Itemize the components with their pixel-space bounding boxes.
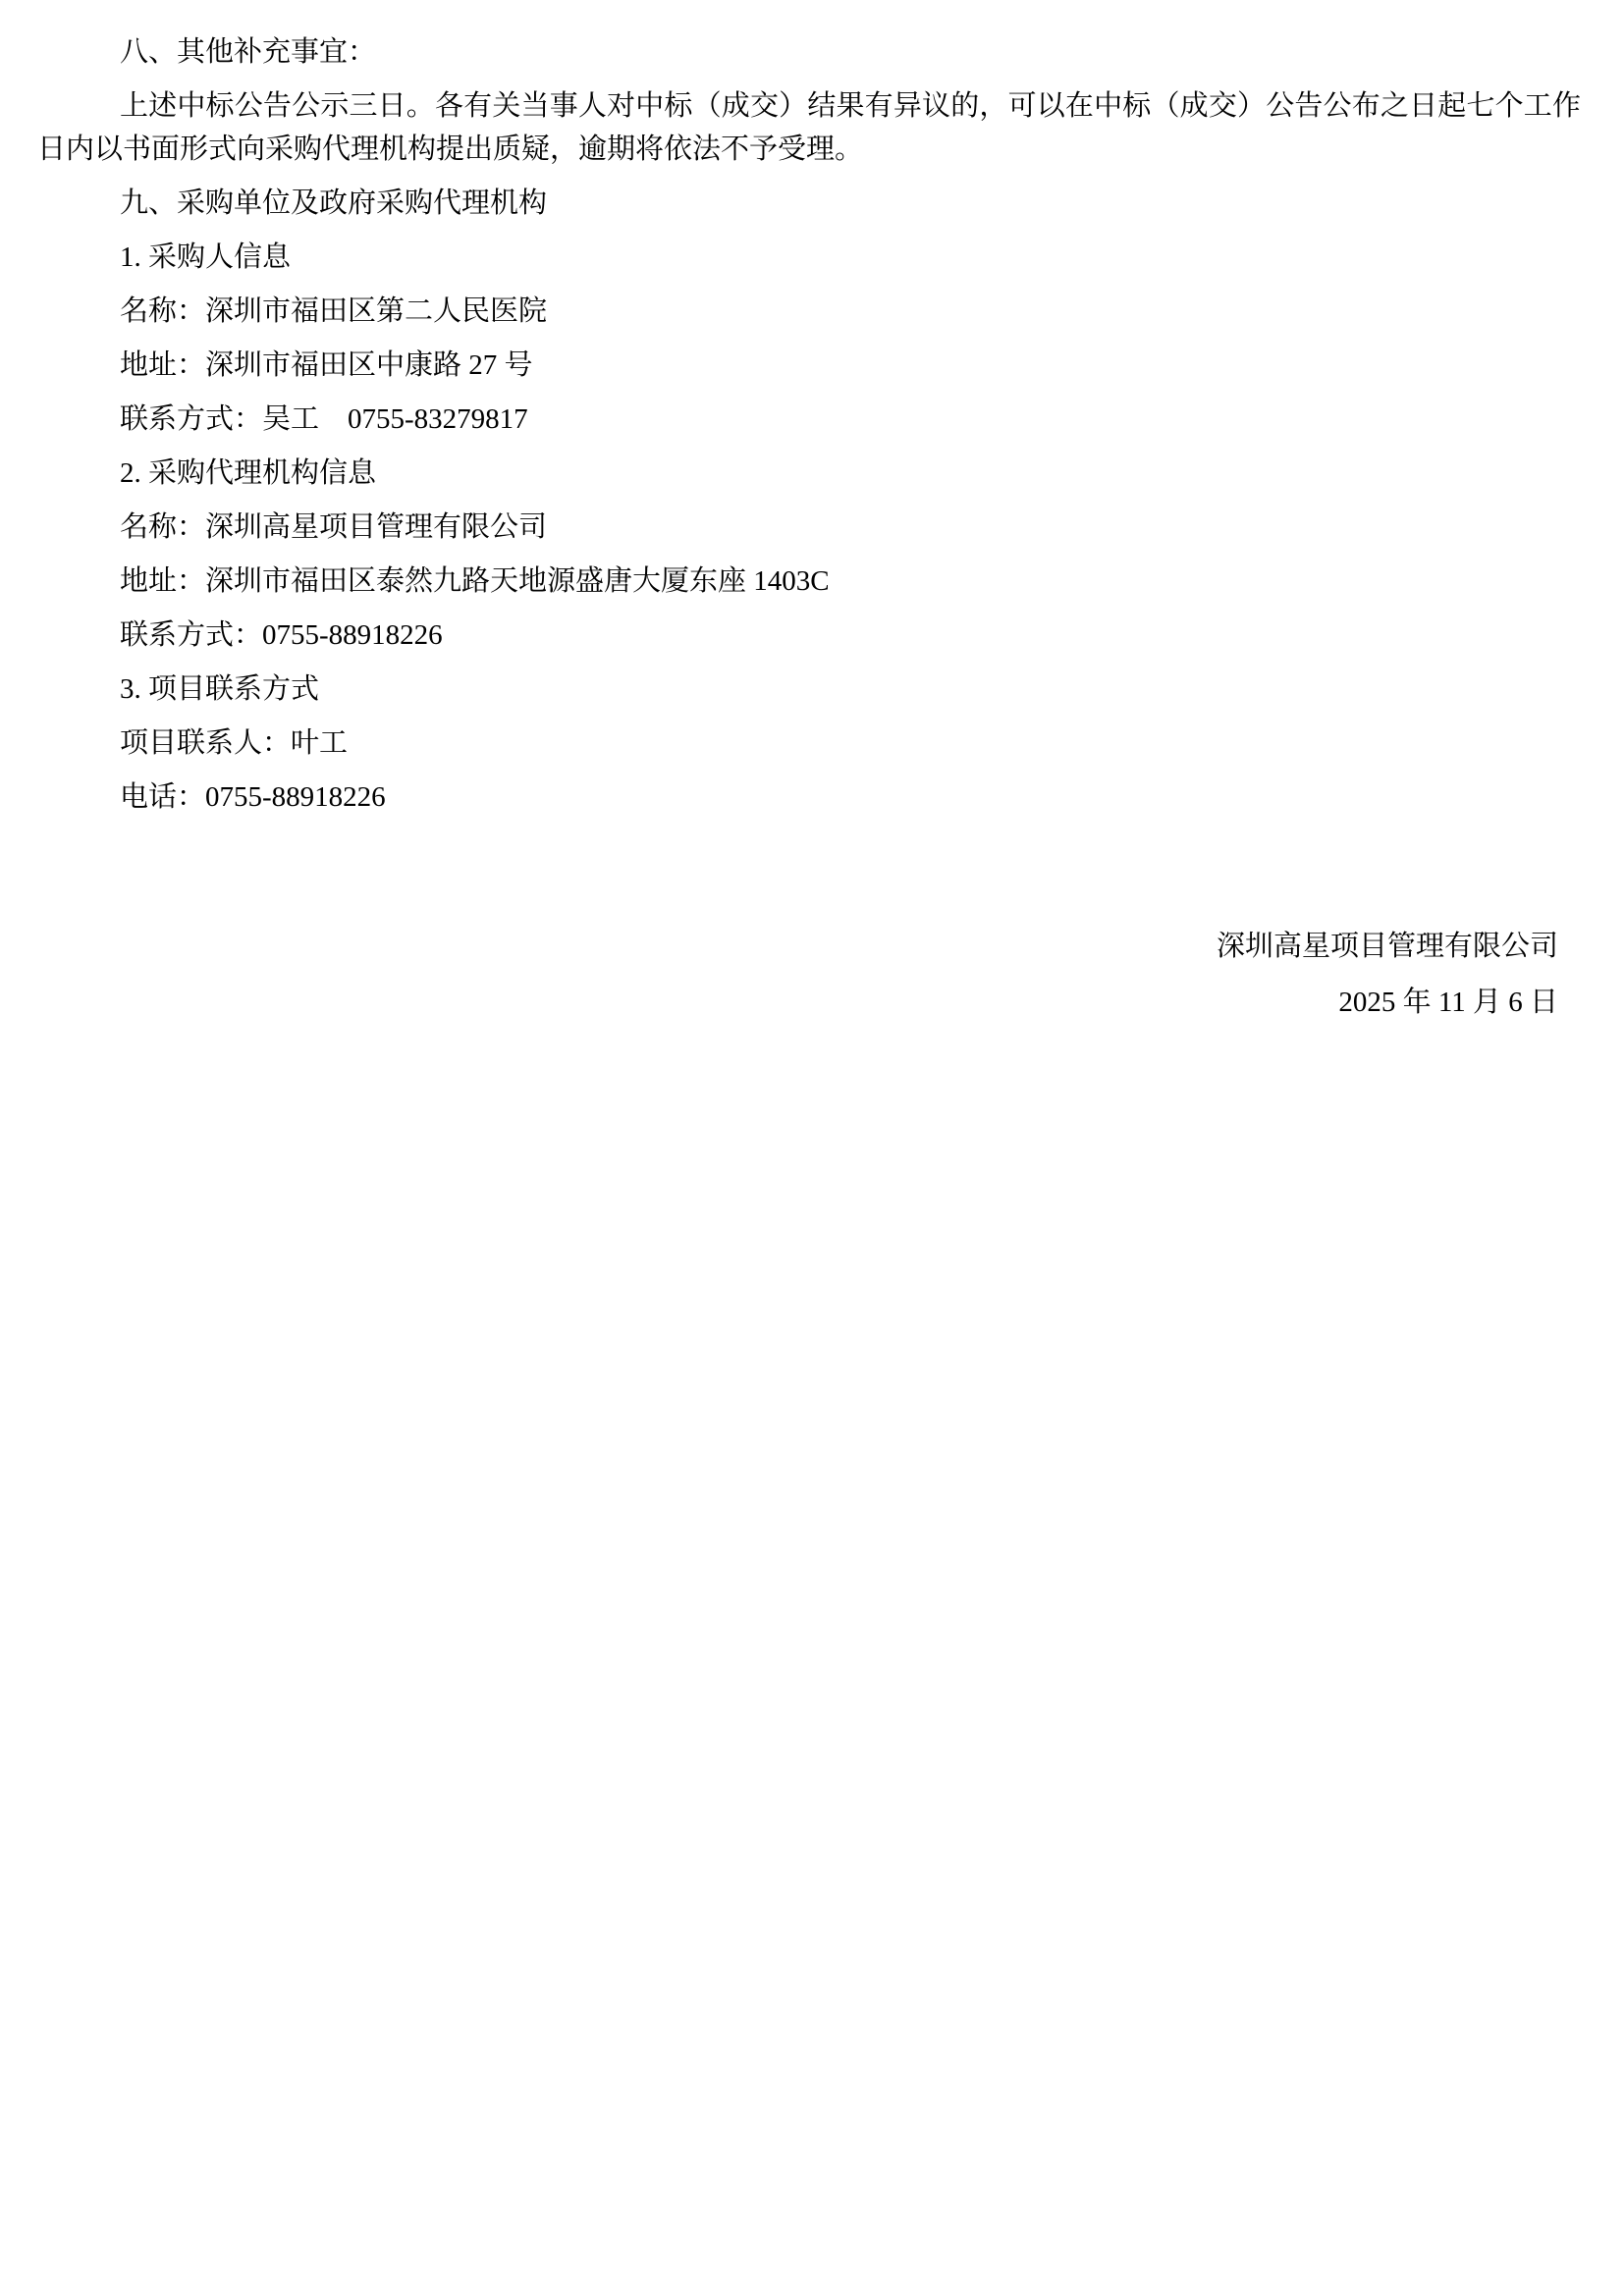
project-contact-title: 3. 项目联系方式: [120, 673, 320, 705]
agency-contact: 联系方式：0755-88918226: [120, 619, 443, 651]
signature-date: 2025 年 11 月 6 日: [1338, 987, 1558, 1018]
purchaser-name: 名称：深圳市福田区第二人民医院: [120, 295, 548, 327]
project-contact-person: 项目联系人：叶工: [120, 727, 349, 759]
project-phone: 电话：0755-88918226: [120, 781, 386, 813]
agency-info-title: 2. 采购代理机构信息: [120, 457, 377, 489]
purchaser-address: 地址：深圳市福田区中康路 27 号: [120, 349, 533, 381]
agency-name: 名称：深圳高星项目管理有限公司: [120, 511, 548, 543]
signature-block: [37, 925, 1581, 1024]
document-content: [0, 0, 1624, 1024]
agency-address: 地址：深圳市福田区泰然九路天地源盛唐大厦东座 1403C: [120, 565, 830, 597]
section9-heading: 九、采购单位及政府采购代理机构: [120, 187, 548, 219]
signature-company: 深圳高星项目管理有限公司: [1216, 931, 1558, 962]
purchaser-info-title: 1. 采购人信息: [120, 241, 292, 273]
section8-heading: 八、其他补充事宜：: [120, 36, 377, 68]
purchaser-contact: 联系方式：吴工 0755-83279817: [120, 403, 528, 435]
section8-paragraph: 上述中标公告公示三日。各有关当事人对中标（成交）结果有异议的，可以在中标（成交）公告公布之日起七个工作日内以书面形式向采购代理机构提出质疑，逾期将依法不予受理。: [37, 90, 1581, 165]
